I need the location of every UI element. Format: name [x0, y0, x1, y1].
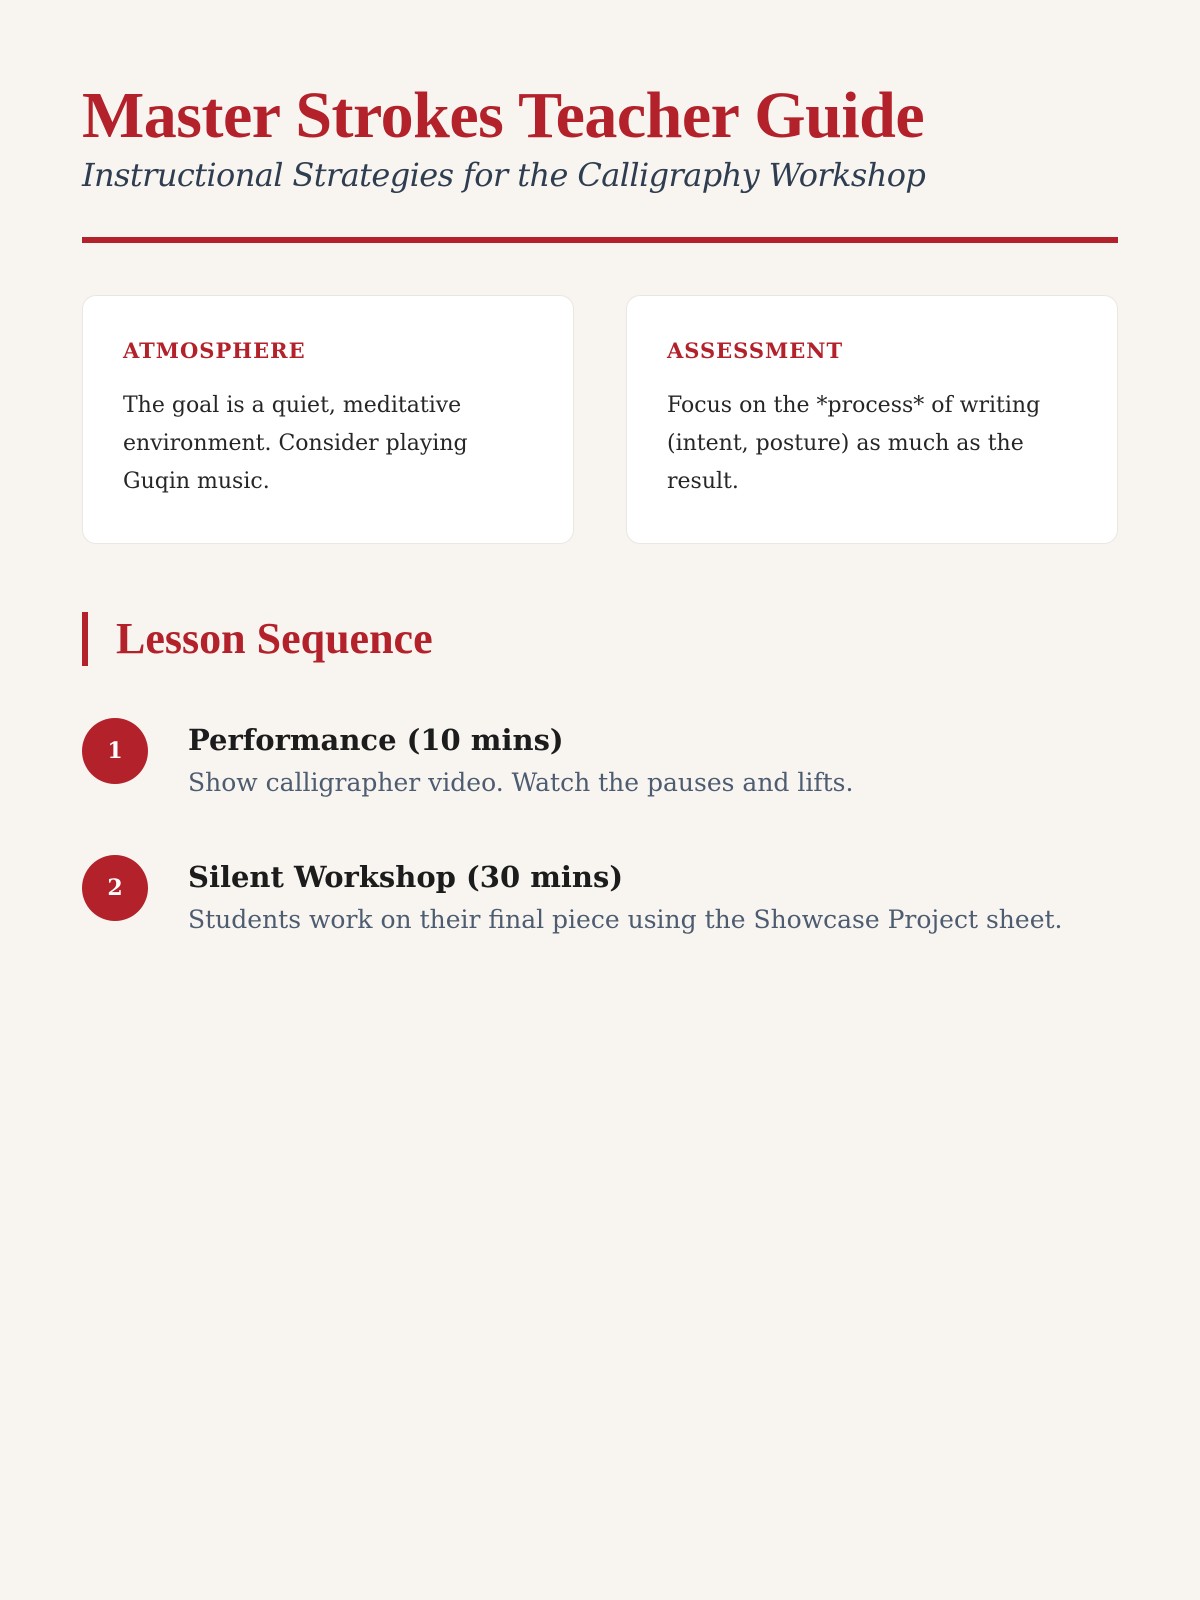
info-cards — [82, 295, 1118, 544]
step-number-badge: 1 — [82, 718, 148, 784]
assessment-card-text: Focus on the *process* of writing (intent, posture) as much as the result. — [667, 393, 1041, 494]
section-accent-bar — [82, 612, 88, 666]
atmosphere-card-label: ATMOSPHERE — [123, 338, 306, 363]
page-title: Master Strokes Teacher Guide — [82, 79, 925, 152]
step-body — [188, 718, 853, 800]
step-description: Students work on their final piece using the Showcase Project sheet. — [188, 905, 1063, 934]
page-header — [82, 0, 1118, 196]
header-divider — [82, 237, 1118, 243]
lesson-steps — [82, 718, 1118, 937]
step-number-badge: 2 — [82, 855, 148, 921]
section-title: Lesson Sequence — [116, 614, 433, 663]
assessment-card — [626, 295, 1118, 544]
lesson-step — [82, 855, 1118, 937]
step-title: Performance (10 mins) — [188, 723, 564, 757]
step-body — [188, 855, 1063, 937]
lesson-step — [82, 718, 1118, 800]
page-subtitle: Instructional Strategies for the Calligraphy Workshop — [82, 156, 926, 194]
atmosphere-card-text: The goal is a quiet, meditative environment. Consider playing Guqin music. — [123, 393, 468, 494]
atmosphere-card — [82, 295, 574, 544]
assessment-card-label: ASSESSMENT — [667, 338, 844, 363]
lesson-sequence-heading — [82, 612, 1118, 666]
step-description: Show calligrapher video. Watch the pauses and lifts. — [188, 768, 854, 797]
step-title: Silent Workshop (30 mins) — [188, 860, 624, 894]
